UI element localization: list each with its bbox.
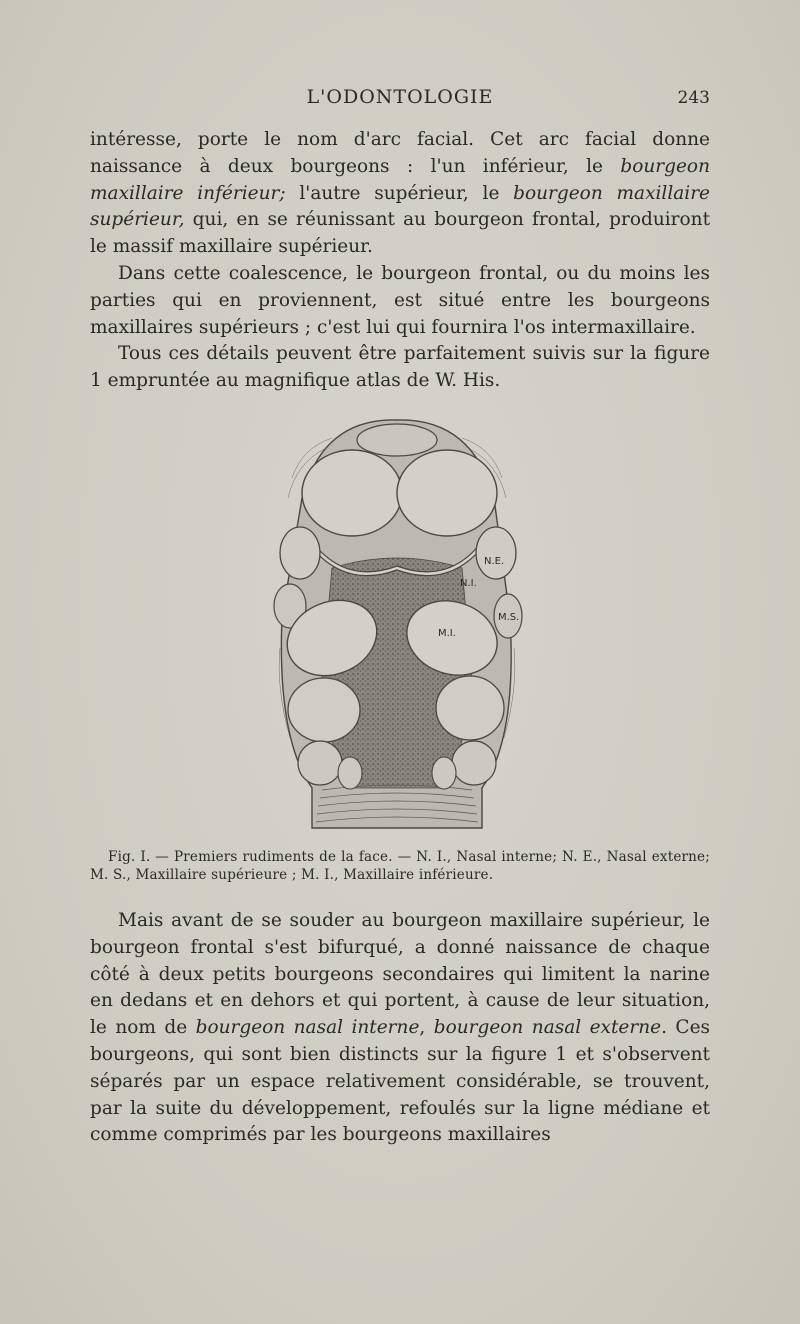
lower-bulge-right — [436, 676, 504, 740]
lower-bulge-left — [288, 678, 360, 742]
chin-bulge-right-inner — [432, 757, 456, 789]
text-run: . Ces bourgeons, qui sont bien distincts sur la figure 1 et s'observent séparés par un espace relativement considérable, se trouvent, par la suite du développement, refoulés sur la ligne médiane et comme comprimés par les bourgeons maxillaires — [90, 1017, 711, 1146]
text-run: , — [419, 1017, 434, 1039]
label-ms: M.S. — [498, 612, 520, 623]
frontal-bulge-right — [397, 450, 497, 536]
frontal-bulge-left — [302, 450, 402, 536]
italic-term: bourgeon maxillaire inférieur; — [90, 155, 710, 204]
page-header — [90, 82, 710, 112]
paragraph-bifurcation — [90, 908, 710, 1149]
forehead-bulge — [357, 424, 437, 456]
running-title: L'ODONTOLOGIE — [306, 86, 494, 108]
text-run: intéresse, porte le nom d'arc facial. Cet arc facial donne naissance à deux bourgeons : l'un inférieur, le — [90, 129, 710, 177]
figure-caption — [90, 848, 710, 884]
chin-bulge-left-inner — [338, 757, 362, 789]
label-ni: N.I. — [460, 578, 477, 589]
text-run: Mais avant de se souder au bourgeon maxillaire supérieur, le bourgeon frontal s'est bifurqué, a donné naissance de chaque côté à deux petits bourgeons secondaires qui limitent la narine en dedans et en dehors et qui portent, à cause de leur situation, le nom de — [90, 910, 710, 1039]
caption-text: Fig. I. — Premiers rudiments de la face. — N. I., Nasal interne; N. E., Nasal externe; M. S., Maxillaire supérieure ; M. I., Maxillaire inférieure. — [90, 849, 710, 883]
label-ne: N.E. — [484, 556, 505, 567]
italic-term: bourgeon nasal interne — [195, 1017, 420, 1039]
nasal-external-left — [280, 527, 320, 579]
italic-term: bourgeon nasal externe — [433, 1017, 662, 1039]
italic-term: bourgeon maxillaire supérieur, — [90, 182, 710, 231]
chin-bulge-left — [298, 741, 342, 785]
chin-bulge-right — [452, 741, 496, 785]
paragraph-figure-reference: Tous ces détails peuvent être parfaitement suivis sur la figure 1 empruntée au magnifique atlas de W. His. — [90, 343, 710, 392]
body-text-bottom — [90, 908, 710, 1149]
embryo-face-illustration — [262, 418, 532, 842]
text-run: l'autre supérieur, le — [285, 182, 514, 204]
label-mi: M.I. — [438, 628, 456, 639]
text-run: qui, en se réunissant au bourgeon frontal, produiront le massif maxillaire supérieur. — [90, 209, 710, 258]
page-number: 243 — [677, 88, 710, 108]
paragraph-continued — [90, 127, 710, 261]
body-text-top — [90, 127, 710, 395]
nasal-external-right — [476, 527, 516, 579]
paragraph-coalescence: Dans cette coalescence, le bourgeon frontal, ou du moins les parties qui en proviennent, est situé entre les bourgeons maxillaires supérieurs ; c'est lui qui fournira l'os intermaxillaire. — [90, 262, 710, 338]
